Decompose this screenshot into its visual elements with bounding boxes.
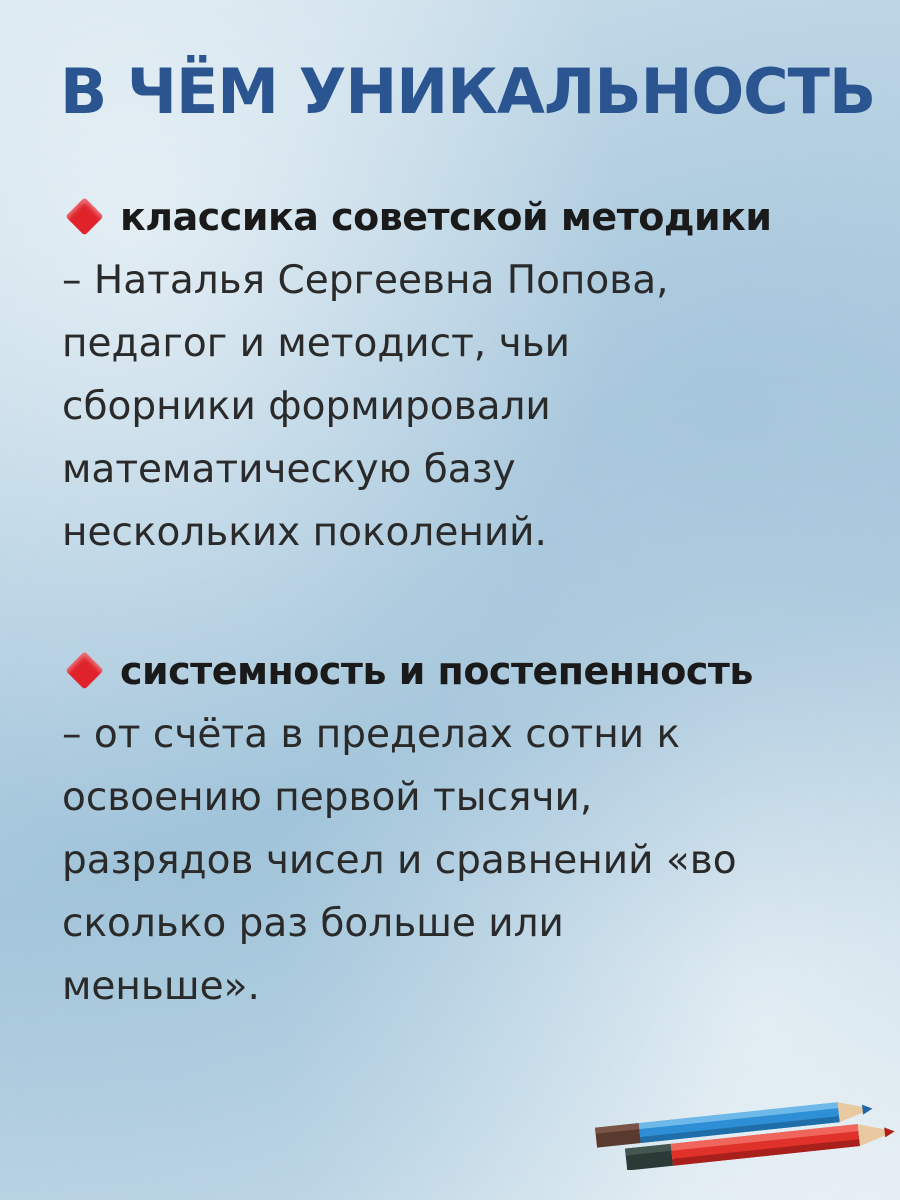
feature-text-line: педагог и методист, чьи xyxy=(62,321,570,366)
feature-text-line: сколько раз больше или xyxy=(62,901,564,946)
page-title: В ЧЁМ УНИКАЛЬНОСТЬ xyxy=(60,55,876,128)
feature-text-line: – от счёта в пределах сотни к xyxy=(62,712,681,757)
pencils-icon xyxy=(585,1080,900,1170)
red-diamond-icon xyxy=(65,651,103,689)
feature-item-1 xyxy=(62,186,852,564)
feature-heading: системность и постепенность xyxy=(120,649,753,693)
feature-item-header xyxy=(62,640,852,703)
feature-text-line: меньше». xyxy=(62,964,260,1009)
feature-text-line: математическую базу xyxy=(62,447,516,492)
feature-heading: классика советской методики xyxy=(120,195,772,239)
feature-text-line: сборники формировали xyxy=(62,384,551,429)
feature-text-line: нескольких поколений. xyxy=(62,510,547,555)
feature-text-line: освоению первой тысячи, xyxy=(62,775,593,820)
feature-text-line: – Наталья Сергеевна Попова, xyxy=(62,258,669,303)
feature-item-header xyxy=(62,186,852,249)
red-diamond-icon xyxy=(65,197,103,235)
feature-item-2 xyxy=(62,640,852,1018)
feature-text-line: разрядов чисел и сравнений «во xyxy=(62,838,737,883)
